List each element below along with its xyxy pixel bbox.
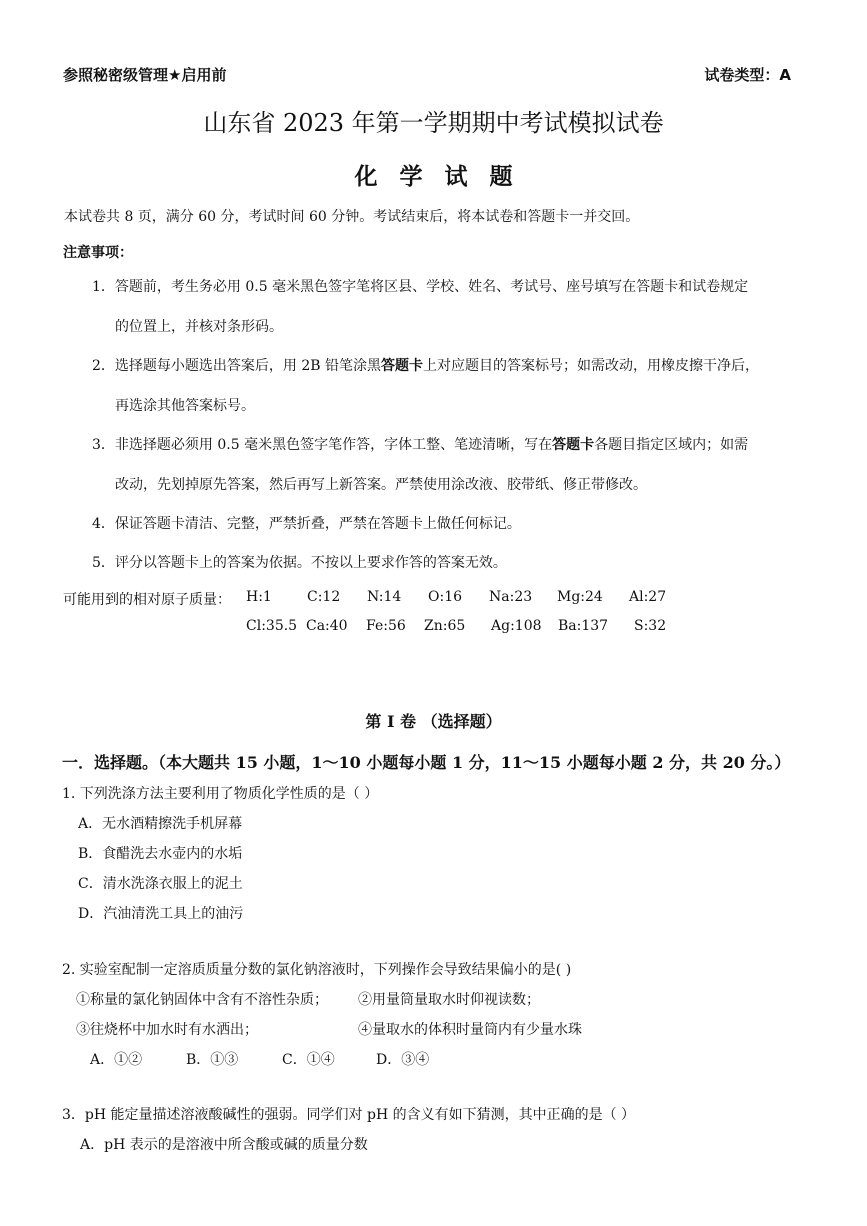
notice-item-2-bold: 答题卡	[381, 358, 424, 374]
atom-c: C:12	[307, 589, 341, 605]
question-2-option-b: B．①③	[186, 1052, 239, 1068]
classification-label: 参照秘密级管理★启用前	[63, 66, 227, 84]
atom-n: N:14	[367, 589, 402, 605]
notice-item-5: 5．评分以答题卡上的答案为依据。不按以上要求作答的答案无效。	[92, 555, 507, 571]
atomic-mass-label: 可能用到的相对原子质量：	[63, 592, 231, 608]
question-2-option-d: D．③④	[376, 1052, 430, 1068]
part-one-title: 第 I 卷 （选择题）	[365, 712, 502, 731]
atom-mg: Mg:24	[557, 589, 603, 605]
question-2-item-1: ①称量的氯化钠固体中含有不溶性杂质；	[76, 992, 328, 1008]
atom-na: Na:23	[489, 589, 533, 605]
question-2-item-2: ②用量筒量取水时仰视读数；	[358, 992, 540, 1008]
question-2-item-4: ④量取水的体积时量筒内有少量水珠	[358, 1022, 582, 1038]
atom-cl: Cl:35.5	[246, 618, 298, 634]
question-1-option-b: B．食醋洗去水壶内的水垢	[78, 846, 243, 862]
notice-item-1: 1．答题前，考生务必用 0.5 毫米黑色签字笔将区县、学校、姓名、考试号、座号填写在答题卡和试卷规定	[92, 279, 749, 295]
exam-title: 山东省 2023 年第一学期期中考试模拟试卷	[203, 109, 664, 137]
atom-ag: Ag:108	[491, 618, 542, 634]
question-2-stem: 2. 实验室配制一定溶质质量分数的氯化钠溶液时，下列操作会导致结果偏小的是( )	[62, 962, 572, 978]
question-3-stem: 3．pH 能定量描述溶液酸碱性的强弱。同学们对 pH 的含义有如下猜测，其中正确的是（ ）	[62, 1107, 636, 1123]
atom-zn: Zn:65	[424, 618, 466, 634]
atom-fe: Fe:56	[366, 618, 406, 634]
atom-al: Al:27	[629, 589, 667, 605]
atom-o: O:16	[428, 589, 463, 605]
question-2-option-a: A．①②	[90, 1052, 143, 1068]
notice-item-1-cont: 的位置上，并核对条形码。	[115, 319, 283, 335]
atom-ba: Ba:137	[558, 618, 609, 634]
question-2-item-3: ③往烧杯中加水时有水洒出；	[76, 1022, 258, 1038]
notice-item-3-bold: 答题卡	[552, 437, 595, 453]
notice-item-2-cont: 再选涂其他答案标号。	[115, 398, 255, 414]
atom-s: S:32	[634, 618, 667, 634]
question-1-option-d: D．汽油清洗工具上的油污	[78, 906, 244, 922]
question-1-option-c: C．清水洗涤衣服上的泥土	[78, 876, 243, 892]
exam-intro: 本试卷共 8 页，满分 60 分，考试时间 60 分钟。考试结束后，将本试卷和答题卡一并交回。	[64, 209, 640, 225]
atom-h: H:1	[246, 589, 272, 605]
notice-item-3-cont: 改动，先划掉原先答案，然后再写上新答案。严禁使用涂改液、胶带纸、修正带修改。	[115, 477, 647, 493]
question-2-option-c: C．①④	[282, 1052, 335, 1068]
paper-type-label: 试卷类型：A	[704, 66, 791, 84]
notice-item-2	[92, 355, 759, 375]
notice-item-3-a: 3．非选择题必须用 0.5 毫米黑色签字笔作答，字体工整、笔迹清晰，写在	[92, 437, 553, 453]
question-3-option-a: A．pH 表示的是溶液中所含酸或碱的质量分数	[80, 1137, 368, 1153]
notice-heading: 注意事项：	[63, 245, 133, 261]
notice-item-2-a: 2．选择题每小题选出答案后，用 2B 铅笔涂黑	[92, 358, 382, 374]
notice-item-2-c: 上对应题目的答案标号；如需改动，用橡皮擦干净后，	[423, 358, 760, 374]
notice-item-4: 4．保证答题卡清洁、完整，严禁折叠，严禁在答题卡上做任何标记。	[92, 516, 521, 532]
question-1-stem: 1. 下列洗涤方法主要利用了物质化学性质的是（ ）	[62, 786, 379, 802]
notice-item-3	[92, 434, 748, 454]
subject-title: 化学试题	[354, 163, 535, 190]
section-one-heading: 一．选择题。（本大题共 15 小题，1～10 小题每小题 1 分，11～15 小题每小题 2 分，共 20 分。）	[62, 753, 791, 772]
atom-ca: Ca:40	[306, 618, 348, 634]
question-1-option-a: A．无水酒精擦洗手机屏幕	[78, 816, 243, 832]
notice-item-3-c: 各题目指定区域内；如需	[594, 437, 749, 453]
